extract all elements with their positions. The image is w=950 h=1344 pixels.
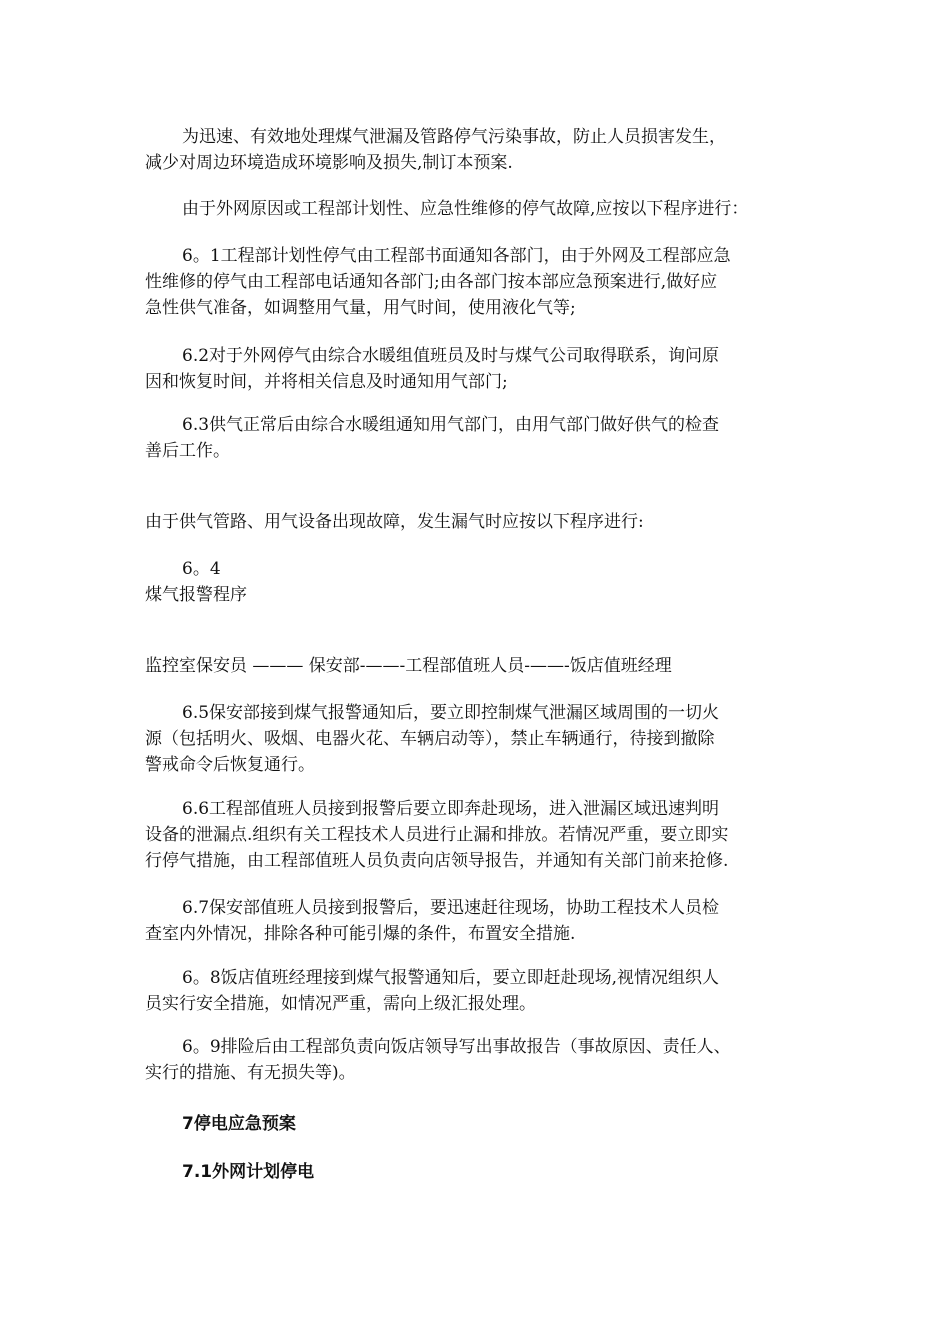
section-7-heading (145, 1111, 825, 1137)
intro-paragraph (145, 124, 825, 176)
text-line: 为迅速、有效地处理煤气泄漏及管路停气污染事故，防止人员损害发生， (182, 127, 726, 147)
item-6-8-paragraph (145, 965, 825, 1017)
item-6-7-paragraph (145, 895, 825, 947)
text-line: 6.7保安部值班人员接到报警后，要迅速赶往现场，协助工程技术人员检 (182, 898, 720, 918)
text-line: 实行的措施、有无损失等)。 (145, 1063, 356, 1083)
text-line: 性维修的停气由工程部电话通知各部门;由各部门按本部应急预案进行,做好应 (145, 272, 718, 292)
text-line: 6.5保安部接到煤气报警通知后，要立即控制煤气泄漏区域周围的一切火 (182, 703, 720, 723)
text-line: 6。8饭店值班经理接到煤气报警通知后，要立即赶赴现场,视情况组织人 (182, 968, 720, 988)
leak-intro-paragraph (145, 509, 825, 535)
item-6-6-paragraph (145, 796, 825, 874)
text-line: 由于外网原因或工程部计划性、应急性维修的停气故障,应按以下程序进行： (182, 199, 749, 219)
text-line: 员实行安全措施，如情况严重，需向上级汇报处理。 (145, 994, 536, 1014)
text-line: 设备的泄漏点.组织有关工程技术人员进行止漏和排放。若情况严重，要立即实 (145, 825, 729, 845)
section-7-1-heading (145, 1159, 825, 1185)
text-line: 急性供气准备，如调整用气量，用气时间，使用液化气等; (145, 298, 576, 318)
text-line: 6。4 (182, 559, 221, 579)
text-line: 查室内外情况，排除各种可能引爆的条件，布置安全措施. (145, 924, 576, 944)
text-line: 由于供气管路、用气设备出现故障，发生漏气时应按以下程序进行: (145, 512, 644, 532)
text-line: 6.6工程部值班人员接到报警后要立即奔赴现场，进入泄漏区域迅速判明 (182, 799, 720, 819)
text-line: 监控室保安员 ——— 保安部-——-工程部值班人员-——-饭店值班经理 (145, 656, 672, 676)
text-line: 6。9排险后由工程部负责向饭店领导写出事故报告（事故原因、责任人、 (182, 1037, 731, 1057)
text-line: 行停气措施，由工程部值班人员负责向店领导报告，并通知有关部门前来抢修. (145, 851, 729, 871)
text-line: 因和恢复时间，并将相关信息及时通知用气部门; (145, 372, 508, 392)
text-line: 善后工作。 (145, 441, 230, 461)
item-6-1-paragraph (145, 243, 825, 321)
outage-intro-paragraph (145, 196, 825, 222)
text-line: 6.2对于外网停气由综合水暖组值班员及时与煤气公司取得联系，询问原 (182, 346, 720, 366)
text-line: 源（包括明火、吸烟、电器火花、车辆启动等），禁止车辆通行，待接到撤除 (145, 729, 715, 749)
text-line: 煤气报警程序 (145, 585, 247, 605)
heading-text: 7.1外网计划停电 (182, 1162, 315, 1182)
item-6-9-paragraph (145, 1034, 825, 1086)
heading-text: 7停电应急预案 (182, 1114, 296, 1134)
item-6-3-paragraph (145, 412, 825, 464)
text-line: 警戒命令后恢复通行。 (145, 755, 315, 775)
item-6-4-paragraph (145, 556, 825, 608)
item-6-2-paragraph (145, 343, 825, 395)
text-line: 6.3供气正常后由综合水暖组通知用气部门，由用气部门做好供气的检查 (182, 415, 720, 435)
text-line: 6。1工程部计划性停气由工程部书面通知各部门，由于外网及工程部应急 (182, 246, 731, 266)
text-line: 减少对周边环境造成环境影响及损失,制订本预案. (145, 153, 513, 173)
alarm-chain-paragraph (145, 653, 825, 679)
item-6-5-paragraph (145, 700, 825, 778)
